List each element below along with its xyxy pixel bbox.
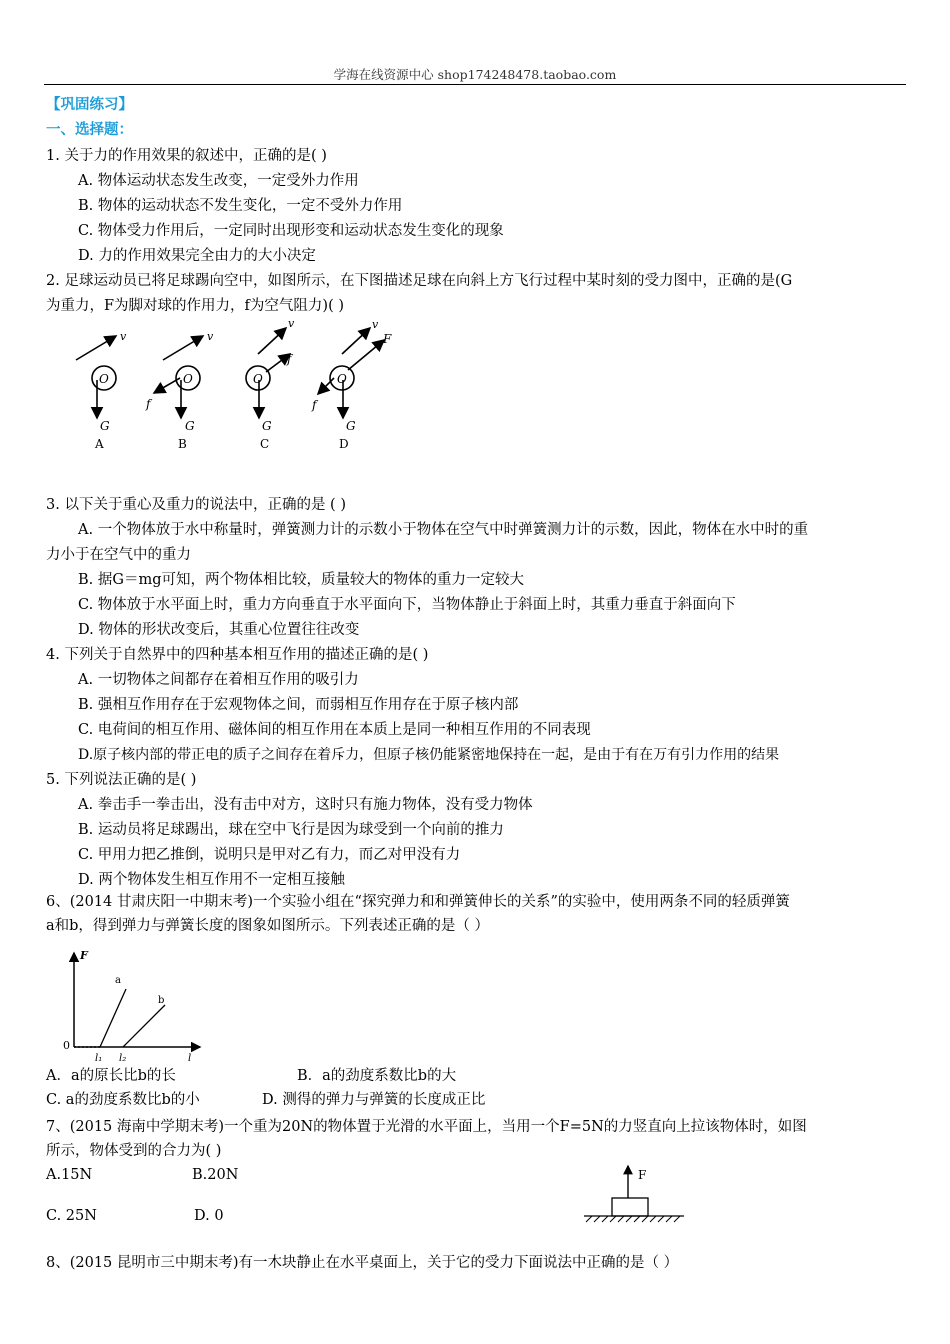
- q4-option-d: D.原子核内部的带正电的质子之间存在着斥力，但原子核仍能紧密地保持在一起，是由于有在万有引力作用的结果: [78, 747, 780, 763]
- q7-option-b: B.20N: [192, 1167, 239, 1183]
- line-b: [123, 1005, 165, 1047]
- svg-text:l₂: l₂: [119, 1053, 127, 1064]
- diagram-b: [145, 330, 214, 451]
- block: [612, 1198, 648, 1216]
- svg-text:A: A: [95, 437, 104, 451]
- svg-text:G: G: [185, 419, 195, 433]
- svg-text:O: O: [99, 372, 109, 386]
- q2-stem-line1: 2. 足球运动员已将足球踢向空中，如图所示，在下图描述足球在向斜上方飞行过程中某时刻的受力图中，正确的是(G: [46, 273, 793, 289]
- svg-text:G: G: [346, 419, 356, 433]
- q2-force-diagram: [66, 318, 406, 458]
- q4-option-b: B. 强相互作用存在于宏观物体之间，而弱相互作用存在于原子核内部: [78, 697, 519, 713]
- q6-option-c: C. a的劲度系数比b的小: [46, 1092, 200, 1108]
- q3-option-a-line2: 力小于在空气中的重力: [46, 547, 191, 563]
- diagram-a: [76, 330, 127, 451]
- svg-text:O: O: [183, 372, 193, 386]
- q3-option-d: D. 物体的形状改变后，其重心位置往往改变: [78, 622, 360, 638]
- svg-text:G: G: [100, 419, 110, 433]
- q8-stem: 8、(2015 昆明市三中期末考)有一木块静止在水平桌面上，关于它的受力下面说法中正确的是（ ）: [46, 1255, 679, 1271]
- svg-text:l₁: l₁: [95, 1053, 103, 1064]
- section-title: 【巩固练习】: [46, 97, 133, 113]
- q6-stem-line2: a和b，得到弹力与弹簧长度的图象如图所示。下列表述正确的是（ ）: [46, 918, 490, 934]
- q6-option-a: A．a的原长比b的长: [46, 1068, 176, 1084]
- q7-option-c: C. 25N: [46, 1208, 97, 1224]
- q2-stem-line2: 为重力，F为脚对球的作用力，f为空气阻力)( ): [46, 298, 345, 314]
- q7-block-diagram: [580, 1160, 690, 1230]
- svg-text:F: F: [638, 1168, 647, 1182]
- q1-option-d: D. 力的作用效果完全由力的大小决定: [78, 248, 316, 264]
- q6-spring-graph: [60, 945, 210, 1067]
- q1-stem: 1. 关于力的作用效果的叙述中，正确的是( ): [46, 148, 327, 164]
- svg-text:v: v: [288, 318, 295, 330]
- q3-option-b: B. 据G＝mg可知，两个物体相比较，质量较大的物体的重力一定较大: [78, 572, 524, 588]
- q3-option-c: C. 物体放于水平面上时，重力方向垂直于水平面向下，当物体静止于斜面上时，其重力垂直于斜面向下: [78, 597, 736, 613]
- svg-text:v: v: [207, 330, 214, 343]
- q4-option-c: C. 电荷间的相互作用、磁体间的相互作用在本质上是同一种相互作用的不同表现: [78, 722, 591, 738]
- svg-text:l: l: [188, 1053, 192, 1064]
- q5-option-d: D. 两个物体发生相互作用不一定相互接触: [78, 872, 345, 888]
- svg-text:O: O: [253, 372, 263, 386]
- line-a: [100, 989, 126, 1047]
- q7-option-a: A.15N: [46, 1167, 93, 1183]
- svg-text:B: B: [178, 437, 187, 451]
- svg-text:F: F: [383, 332, 392, 346]
- q1-option-a: A. 物体运动状态发生改变，一定受外力作用: [78, 173, 359, 189]
- q7-stem-line1: 7、(2015 海南中学期末考)一个重为20N的物体置于光滑的水平面上，当用一个F=5N的力竖直向上拉该物体时，如图: [46, 1119, 807, 1135]
- svg-text:f: f: [146, 397, 151, 411]
- ground-hatch: [586, 1216, 680, 1222]
- q3-option-a-line1: A. 一个物体放于水中称量时，弹簧测力计的示数小于物体在空气中时弹簧测力计的示数，因此，物体在水中时的重: [78, 522, 809, 538]
- diagram-c: [246, 318, 295, 451]
- q5-stem: 5. 下列说法正确的是( ): [46, 772, 197, 788]
- q1-option-c: C. 物体受力作用后，一定同时出现形变和运动状态发生变化的现象: [78, 223, 504, 239]
- q5-option-b: B. 运动员将足球踢出，球在空中飞行是因为球受到一个向前的推力: [78, 822, 504, 838]
- diagram-d: [311, 318, 392, 451]
- svg-text:G: G: [262, 419, 272, 433]
- q6-option-b: B．a的劲度系数比b的大: [297, 1068, 457, 1084]
- svg-text:O: O: [337, 372, 347, 386]
- q6-option-d: D. 测得的弹力与弹簧的长度成正比: [262, 1092, 486, 1108]
- svg-text:f: f: [312, 398, 317, 412]
- svg-text:0: 0: [63, 1039, 70, 1052]
- svg-text:f: f: [287, 352, 292, 366]
- svg-text:b: b: [158, 995, 165, 1006]
- svg-text:a: a: [115, 975, 121, 986]
- q3-stem: 3. 以下关于重心及重力的说法中，正确的是 ( ): [46, 497, 346, 513]
- page-header: 学海在线资源中心 shop174248478.taobao.com: [333, 67, 617, 82]
- q4-option-a: A. 一切物体之间都存在着相互作用的吸引力: [78, 672, 359, 688]
- q4-stem: 4. 下列关于自然界中的四种基本相互作用的描述正确的是( ): [46, 647, 429, 663]
- svg-text:v: v: [372, 318, 379, 331]
- q5-option-a: A. 拳击手一拳击出，没有击中对方，这时只有施力物体，没有受力物体: [78, 797, 533, 813]
- q6-stem-line1: 6、(2014 甘肃庆阳一中期末考)一个实验小组在“探究弹力和和弹簧伸长的关系”的实验中，使用两条不同的轻质弹簧: [46, 894, 790, 910]
- svg-text:C: C: [260, 437, 270, 451]
- q7-stem-line2: 所示，物体受到的合力为( ): [46, 1143, 222, 1159]
- q1-option-b: B. 物体的运动状态不发生变化，一定不受外力作用: [78, 198, 403, 214]
- q5-option-c: C. 甲用力把乙推倒，说明只是甲对乙有力，而乙对甲没有力: [78, 847, 461, 863]
- header-rule: [44, 84, 906, 85]
- svg-text:F: F: [80, 949, 88, 962]
- q7-option-d: D. 0: [194, 1208, 224, 1224]
- svg-text:D: D: [339, 437, 349, 451]
- svg-text:v: v: [120, 330, 127, 343]
- section-subtitle: 一、选择题：: [46, 122, 133, 138]
